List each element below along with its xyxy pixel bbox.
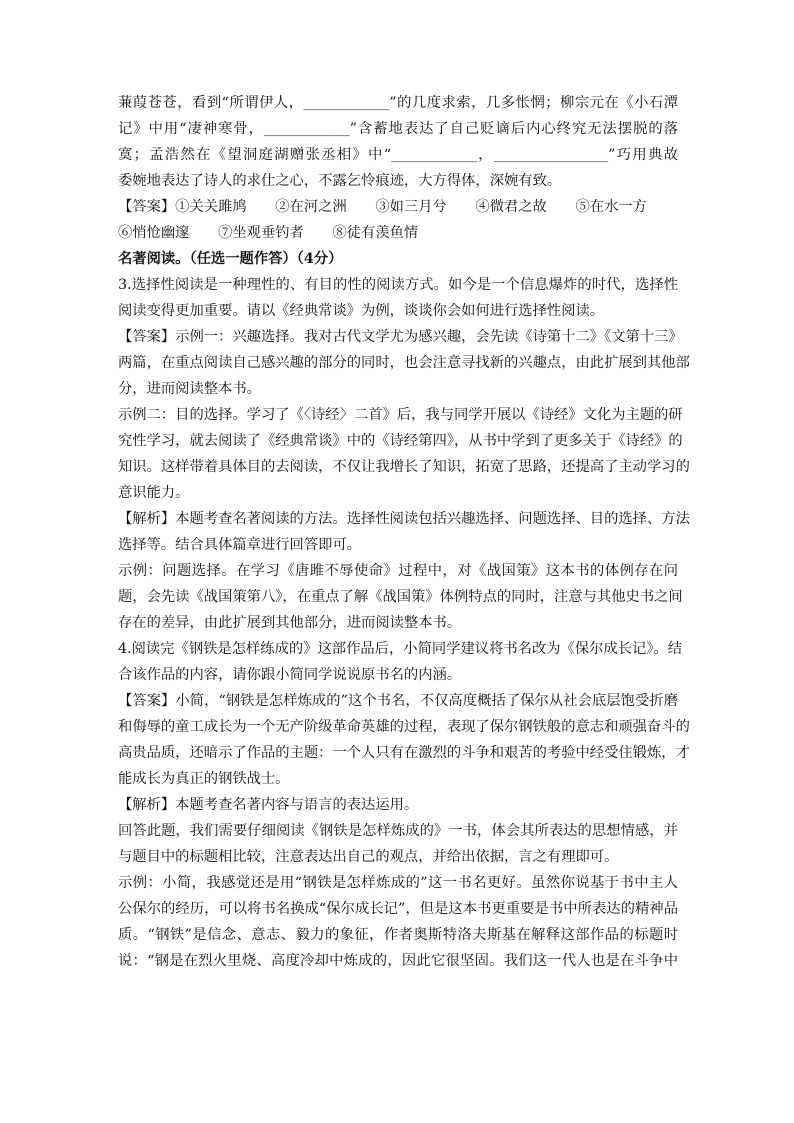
text-line: 3.选择性阅读是一种理性的、有目的性的阅读方式。如今是一个信息爆炸的时代，选择性 bbox=[118, 277, 678, 293]
text-line: 能成长为真正的钢铁战士。 bbox=[118, 771, 290, 787]
section-heading: 名著阅读。（任选一题作答）（4分） bbox=[118, 251, 343, 267]
text-line: 【答案】①关关雎鸠 ②在河之洲 ③如三月兮 ④微君之故 ⑤在水一方 bbox=[118, 199, 647, 215]
text-line: 说：“钢是在烈火里烧、高度冷却中炼成的，因此它很坚固。我们这一代人也是在斗争中 bbox=[118, 953, 678, 969]
text-line: 知识。这样带着具体目的去阅读，不仅让我增长了知识，拓宽了思路，还提高了主动学习的 bbox=[118, 459, 690, 475]
text-line: 【答案】小简，“钢铁是怎样炼成的”这个书名，不仅高度概括了保尔从社会底层饱受折磨 bbox=[118, 693, 678, 709]
document-body bbox=[118, 90, 690, 974]
text-line: ⑥悄怆幽邃 ⑦坐观垂钓者 ⑧徒有羡鱼情 bbox=[118, 225, 419, 241]
text-line: 【解析】本题考查名著内容与语言的表达运用。 bbox=[118, 797, 419, 813]
text-line: 公保尔的经历，可以将书名换成“保尔成长记”，但是这本书更重要是书中所表达的精神品 bbox=[118, 901, 678, 917]
text-line: 【解析】本题考查名著阅读的方法。选择性阅读包括兴趣选择、问题选择、目的选择、方法 bbox=[118, 511, 690, 527]
text-line: 示例：问题选择。在学习《唐雎不辱使命》过程中，对《战国策》这本书的体例存在问 bbox=[118, 563, 678, 579]
text-line: 【答案】示例一：兴趣选择。我对古代文学尤为感兴趣，会先读《诗第十二》《文第十三》 bbox=[118, 329, 683, 345]
text-line: 与题目中的标题相比较，注意表达出自己的观点，并给出依据，言之有理即可。 bbox=[118, 849, 619, 865]
text-line: 质。“钢铁”是信念、意志、毅力的象征，作者奥斯特洛夫斯基在解释这部作品的标题时 bbox=[118, 927, 678, 943]
text-line: 存在的差异，由此扩展到其他部分，进而阅读整本书。 bbox=[118, 615, 462, 631]
text-line: 示例二：目的选择。学习了《〈诗经〉二首》后，我与同学开展以《诗经》文化为主题的研 bbox=[118, 407, 683, 423]
text-line: 4.阅读完《钢铁是怎样练成的》这部作品后，小简同学建议将书名改为《保尔成长记》。结 bbox=[118, 641, 683, 657]
text-line: 阅读变得更加重要。请以《经典常谈》为例，谈谈你会如何进行选择性阅读。 bbox=[118, 303, 605, 319]
text-line: 高贵品质，还暗示了作品的主题：一个人只有在激烈的斗争和艰苦的考验中经受住锻炼，才 bbox=[118, 745, 690, 761]
text-line: 合该作品的内容，请你跟小简同学说说原书名的内涵。 bbox=[118, 667, 462, 683]
text-line: 意识能力。 bbox=[118, 485, 190, 501]
text-line: 示例：小简，我感觉还是用“钢铁是怎样炼成的”这一书名更好。虽然你说基于书中主人 bbox=[118, 875, 678, 891]
text-line: 究性学习，就去阅读了《经典常谈》中的《诗经第四》，从书中学到了更多关于《诗经》的 bbox=[118, 433, 683, 449]
text-line: 和侮辱的童工成长为一个无产阶级革命英雄的过程，表现了保尔钢铁般的意志和顽强奋斗的 bbox=[118, 719, 690, 735]
text-line: 回答此题，我们需要仔细阅读《钢铁是怎样炼成的》一书，体会其所表达的思想情感，并 bbox=[118, 823, 678, 839]
text-line: 选择等。结合具体篇章进行回答即可。 bbox=[118, 537, 362, 553]
text-line: 蒹葭苍苍，看到“所谓伊人，____________”的几度求索，几多怅惘；柳宗元在《小石潭 bbox=[118, 95, 678, 111]
text-line: 委婉地表达了诗人的求仕之心，不露乞怜痕迹，大方得体，深婉有致。 bbox=[118, 173, 562, 189]
text-line: 分，进而阅读整本书。 bbox=[118, 381, 261, 397]
text-line: 两篇，在重点阅读自己感兴趣的部分的同时，也会注意寻找新的兴趣点，由此扩展到其他部 bbox=[118, 355, 690, 371]
text-line: 记》中用“凄神寒骨，____________”含蓄地表达了自己贬谪后内心终究无法摆脱的落 bbox=[118, 121, 678, 137]
text-line: 题，会先读《战国策第八》，在重点了解《战国策》体例特点的同时，注意与其他史书之间 bbox=[118, 589, 683, 605]
text-line: 寞；孟浩然在《望洞庭湖赠张丞相》中“____________，________________”巧用典故 bbox=[118, 147, 678, 163]
